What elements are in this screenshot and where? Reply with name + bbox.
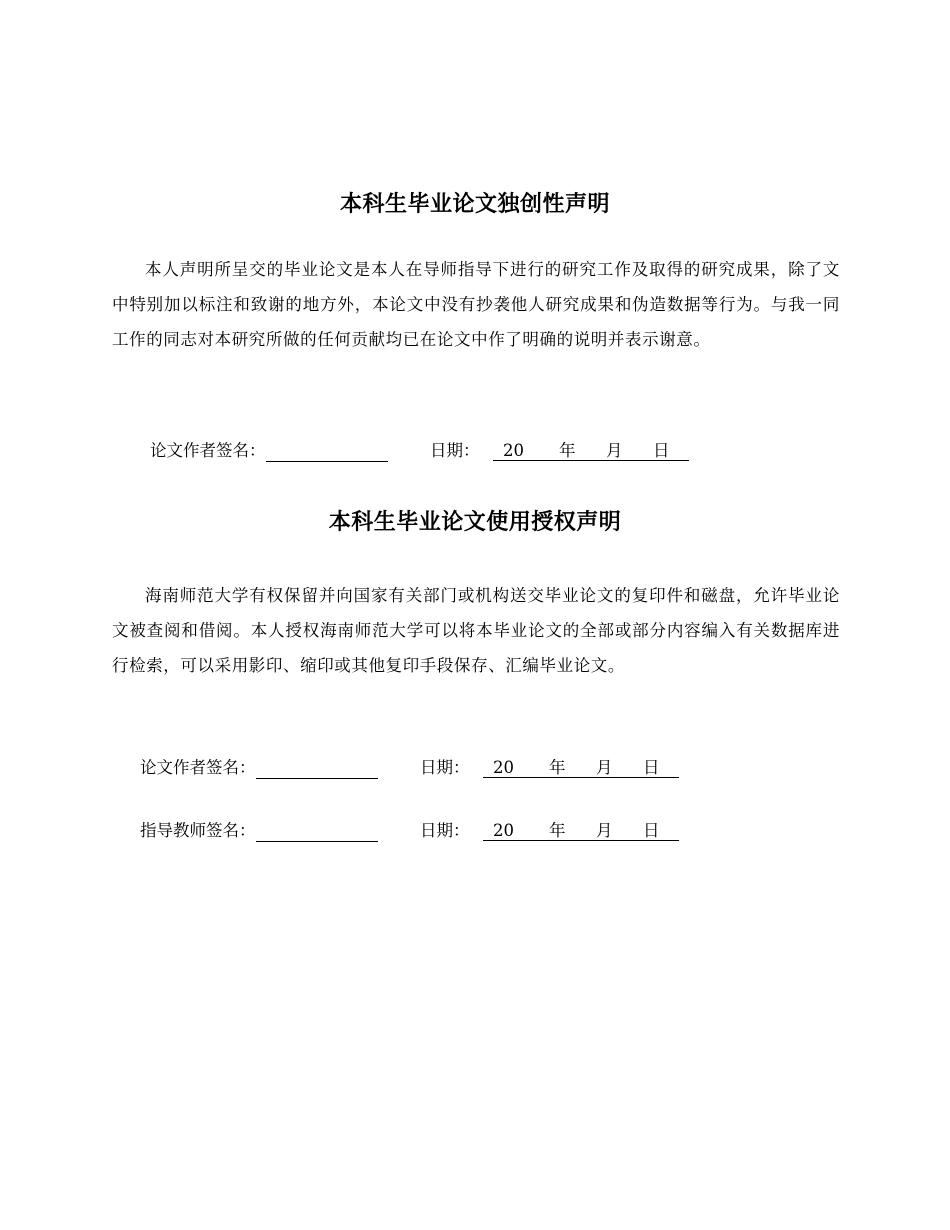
- advisor-signature-field[interactable]: [256, 823, 378, 842]
- date-label: 日期：: [420, 758, 470, 777]
- date-field[interactable]: [493, 440, 689, 461]
- author-signature-label: 论文作者签名：: [140, 758, 256, 777]
- advisor-signature-label: 指导教师签名：: [140, 821, 256, 840]
- date-year-unit: 年: [559, 441, 576, 460]
- date-label: 日期：: [420, 821, 470, 840]
- advisor-signature-row: [140, 820, 700, 844]
- date-label: 日期：: [430, 441, 480, 460]
- originality-declaration-text: 本人声明所呈交的毕业论文是本人在导师指导下进行的研究工作及取得的研究成果，除了文中特别加以标注和致谢的地方外，本论文中没有抄袭他人研究成果和伪造数据等行为。与我一同工作的同志对本研究所做的任何贡献均已在论文中作了明确的说明并表示谢意。: [112, 260, 840, 349]
- author-signature-label: 论文作者签名：: [150, 441, 266, 460]
- author-signature-row-2: [140, 757, 700, 781]
- author-signature-field[interactable]: [256, 760, 378, 779]
- originality-declaration-title: 本科生毕业论文独创性声明: [339, 191, 610, 217]
- date-day-unit: 日: [653, 441, 670, 460]
- date-year-prefix: 20: [493, 821, 514, 840]
- date-month-unit: 月: [606, 441, 623, 460]
- date-year-unit: 年: [549, 821, 566, 840]
- authorization-declaration-text: 海南师范大学有权保留并向国家有关部门或机构送交毕业论文的复印件和磁盘，允许毕业论文被查阅和借阅。本人授权海南师范大学可以将本毕业论文的全部或部分内容编入有关数据库进行检索，可以采用影印、缩印或其他复印手段保存、汇编毕业论文。: [112, 586, 840, 675]
- authorization-declaration-title: 本科生毕业论文使用授权声明: [328, 509, 622, 535]
- date-day-unit: 日: [643, 821, 660, 840]
- date-field[interactable]: [483, 820, 679, 841]
- date-field[interactable]: [483, 757, 679, 778]
- date-year-unit: 年: [549, 758, 566, 777]
- date-month-unit: 月: [596, 758, 613, 777]
- date-year-prefix: 20: [503, 441, 524, 460]
- date-month-unit: 月: [596, 821, 613, 840]
- date-year-prefix: 20: [493, 758, 514, 777]
- date-day-unit: 日: [643, 758, 660, 777]
- author-signature-field[interactable]: [266, 443, 388, 462]
- author-signature-row-1: [150, 440, 710, 464]
